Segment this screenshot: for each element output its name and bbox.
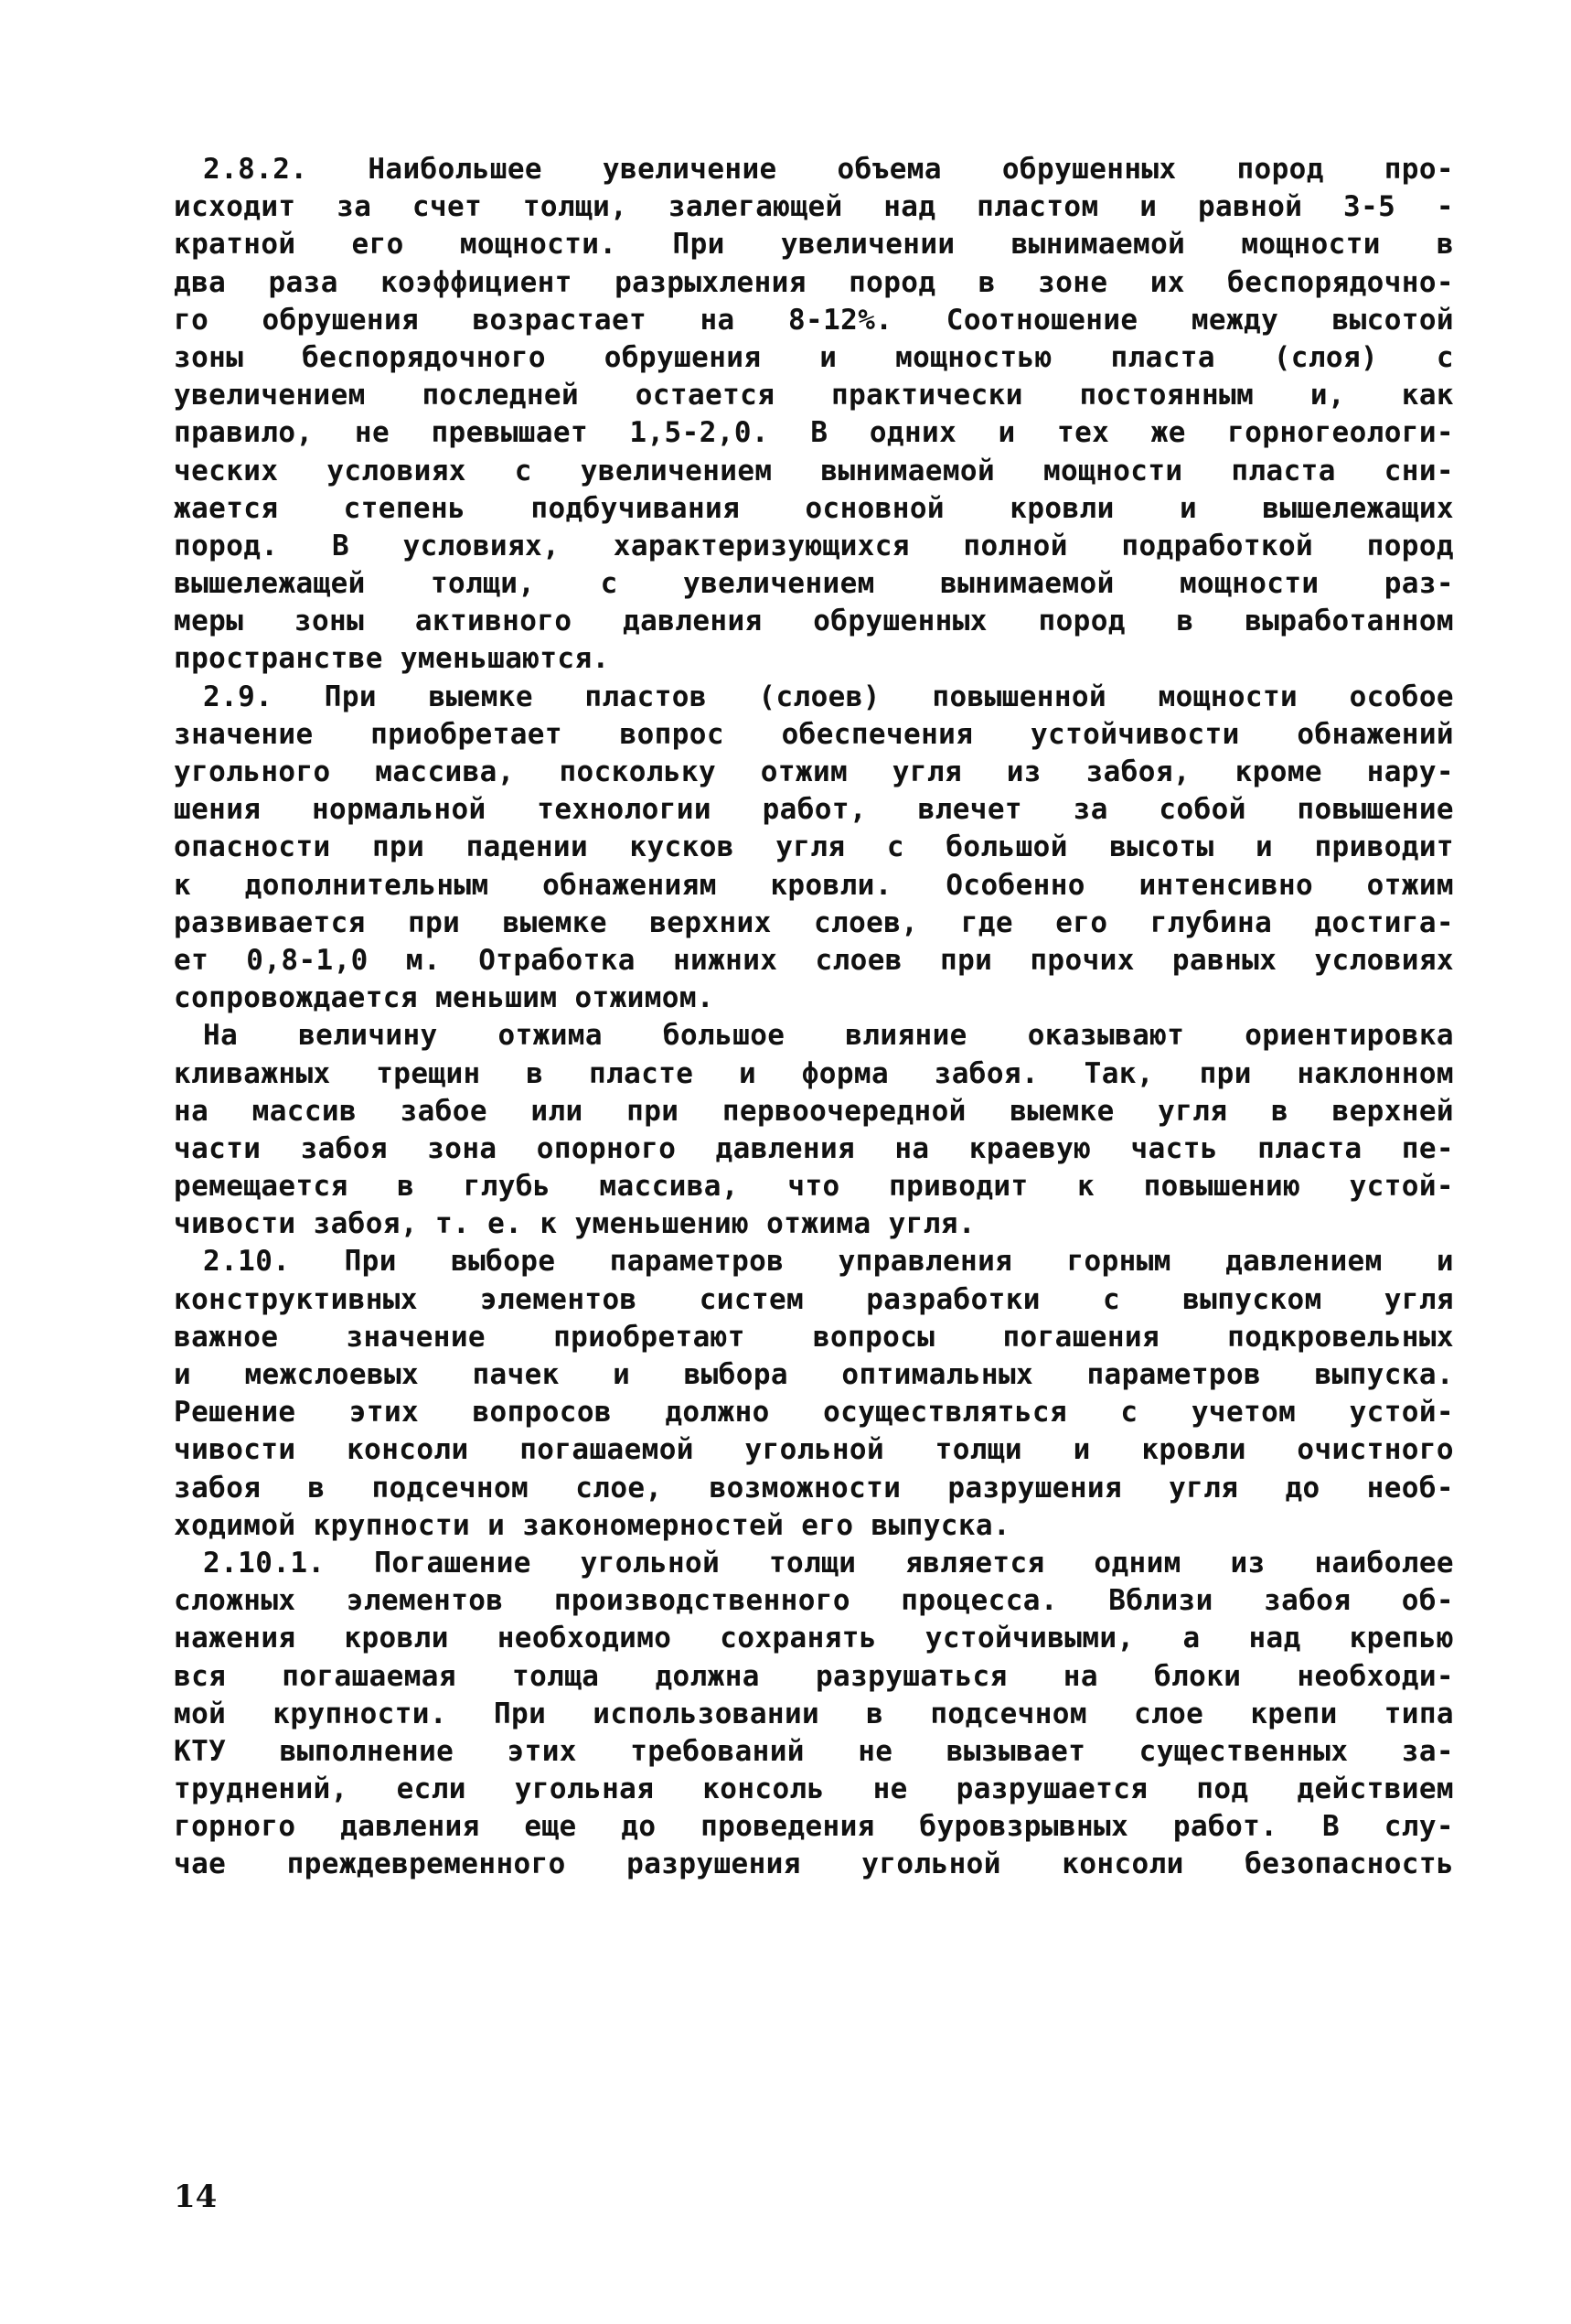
text-line: два раза коэффициент разрыхления пород в зоне их беспорядочно- xyxy=(174,265,1454,299)
text-line: 2.9. При выемке пластов (слоев) повышенной мощности особое xyxy=(203,680,1454,713)
text-line: Решение этих вопросов должно осуществляться с учетом устой- xyxy=(174,1396,1454,1430)
text-line: на массив забое или при первоочередной выемке угля в верхней xyxy=(174,1094,1454,1128)
text-line: забоя в подсечном слое, возможности разрушения угля до необ- xyxy=(174,1471,1454,1505)
text-line: ческих условиях с увеличением вынимаемой мощности пласта сни- xyxy=(174,454,1454,487)
text-line: горного давления еще до проведения буровзрывных работ. В слу- xyxy=(174,1810,1454,1844)
text-line: конструктивных элементов систем разработки с выпуском угля xyxy=(174,1282,1454,1316)
text-line: пород. В условиях, характеризующихся полной подработкой пород xyxy=(174,529,1454,562)
text-line: кратной его мощности. При увеличении вынимаемой мощности в xyxy=(174,228,1454,262)
text-line: го обрушения возрастает на 8-12%. Соотношение между высотой xyxy=(174,303,1454,337)
text-line: исходит за счет толщи, залегающей над пластом и равной 3-5 - xyxy=(174,190,1454,224)
text-line: 2.10.1. Погашение угольной толщи является одним из наиболее xyxy=(203,1546,1454,1580)
text-line: чивости забоя, т. е. к уменьшению отжима угля. xyxy=(174,1207,976,1241)
page-number: 14 xyxy=(174,2179,218,2215)
text-line: сложных элементов производственного процесса. Вблизи забоя об- xyxy=(174,1584,1454,1618)
text-line: 2.10. При выборе параметров управления горным давлением и xyxy=(203,1245,1454,1279)
text-line: мой крупности. При использовании в подсечном слое крепи типа xyxy=(174,1697,1454,1730)
text-line: ходимой крупности и закономерностей его выпуска. xyxy=(174,1508,1011,1542)
text-line: вся погашаемая толща должна разрушаться на блоки необходи- xyxy=(174,1659,1454,1693)
text-line: правило, не превышает 1,5-2,0. В одних и тех же горногеологи- xyxy=(174,416,1454,450)
text-line: части забоя зона опорного давления на краевую часть пласта пе- xyxy=(174,1131,1454,1165)
text-line: чае преждевременного разрушения угольной консоли безопасность xyxy=(174,1847,1454,1881)
text-line: увеличением последней остается практически постоянным и, как xyxy=(174,379,1454,412)
text-line: КТУ выполнение этих требований не вызывает существенных за- xyxy=(174,1734,1454,1768)
text-line: зоны беспорядочного обрушения и мощностью пласта (слоя) с xyxy=(174,340,1454,374)
text-line: ет 0,8-1,0 м. Отработка нижних слоев при прочих равных условиях xyxy=(174,943,1454,977)
text-line: кливажных трещин в пласте и форма забоя. Так, при наклонном xyxy=(174,1056,1454,1090)
text-line: На величину отжима большое влияние оказывают ориентировка xyxy=(203,1019,1454,1053)
text-line: опасности при падении кусков угля с большой высоты и приводит xyxy=(174,830,1454,864)
text-line: жается степень подбучивания основной кровли и вышележащих xyxy=(174,491,1454,525)
text-line: шения нормальной технологии работ, влечет за собой повышение xyxy=(174,793,1454,827)
text-line: ремещается в глубь массива, что приводит к повышению устой- xyxy=(174,1170,1454,1204)
text-line: чивости консоли погашаемой угольной толщи и кровли очистного xyxy=(174,1433,1454,1467)
body-text xyxy=(174,151,1454,1884)
text-line: пространстве уменьшаются. xyxy=(174,642,610,676)
text-line: меры зоны активного давления обрушенных пород в выработанном xyxy=(174,605,1454,638)
text-line: сопровождается меньшим отжимом. xyxy=(174,981,714,1015)
text-line: вышележащей толщи, с увеличением вынимаемой мощности раз- xyxy=(174,567,1454,601)
text-line: 2.8.2. Наибольшее увеличение объема обрушенных пород про- xyxy=(203,153,1454,186)
text-line: труднений, если угольная консоль не разрушается под действием xyxy=(174,1772,1454,1806)
text-line: нажения кровли необходимо сохранять устойчивыми, а над крепью xyxy=(174,1622,1454,1655)
text-line: значение приобретает вопрос обеспечения устойчивости обнажений xyxy=(174,717,1454,751)
text-line: угольного массива, поскольку отжим угля из забоя, кроме нару- xyxy=(174,755,1454,788)
text-line: важное значение приобретают вопросы погашения подкровельных xyxy=(174,1320,1454,1354)
text-line: к дополнительным обнажениям кровли. Особенно интенсивно отжим xyxy=(174,868,1454,902)
text-line: и межслоевых пачек и выбора оптимальных параметров выпуска. xyxy=(174,1358,1454,1391)
text-line: развивается при выемке верхних слоев, где его глубина достига- xyxy=(174,905,1454,939)
